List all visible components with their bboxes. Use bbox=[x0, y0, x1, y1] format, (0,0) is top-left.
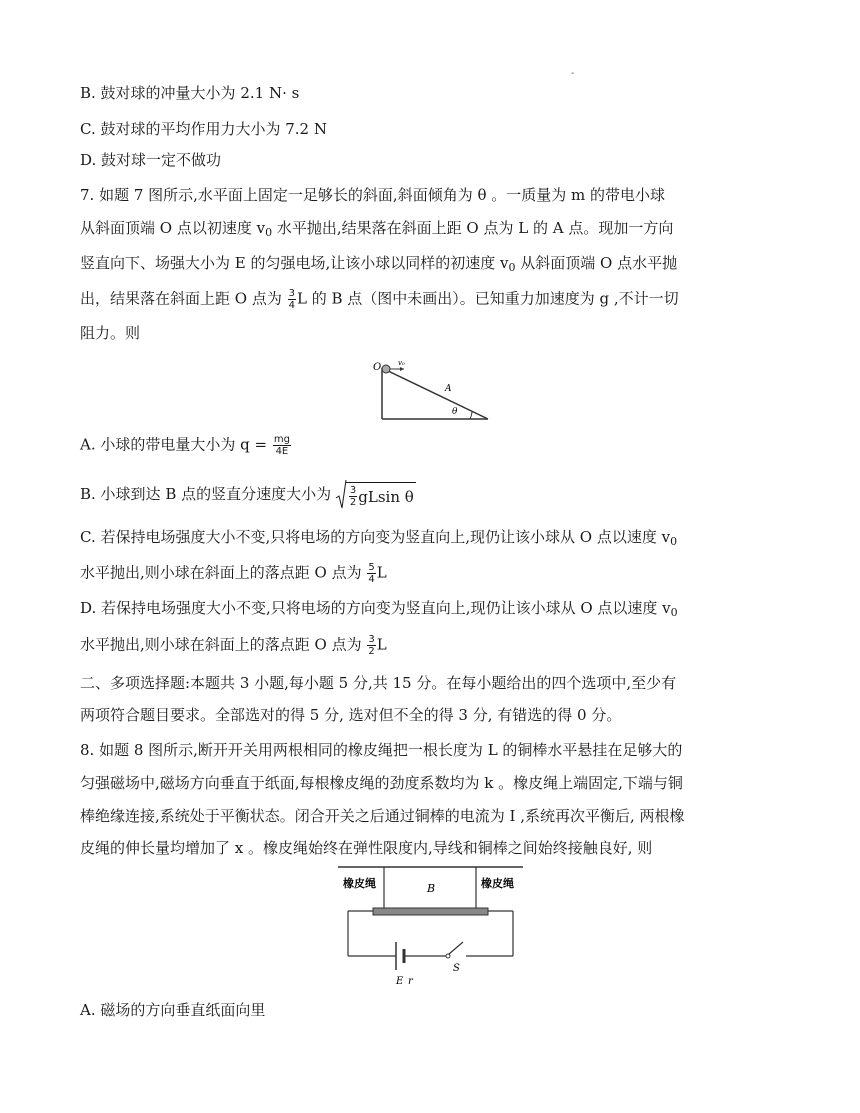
left-rubber-band-label: 橡皮绳 bbox=[343, 877, 376, 890]
right-rubber-band-label: 橡皮绳 bbox=[481, 877, 514, 890]
q6-option-d: D. 鼓对球一定不做功 bbox=[80, 151, 222, 169]
q7-line-1: 7. 如题 7 图所示,水平面上固定一足够长的斜面,斜面倾角为 θ 。一质量为 m 的带电小球 bbox=[80, 186, 666, 204]
page-mark: - bbox=[571, 68, 575, 79]
theta-label: θ bbox=[452, 407, 458, 417]
q8-option-a: A. 磁场的方向垂直纸面向里 bbox=[80, 1001, 266, 1019]
q7-option-c-line-2: 水平抛出,则小球在斜面上的落点距 O 点为 $\frac{5}{4}$ L bbox=[80, 562, 387, 585]
v0-label: v₀ bbox=[398, 359, 405, 367]
q8-line-2: 匀强磁场中,磁场方向垂直于纸面,每根橡皮绳的劲度系数均为 k 。橡皮绳上端固定,下端与铜 bbox=[80, 774, 683, 792]
b-field-label: B bbox=[427, 882, 436, 895]
q7-option-d-line-2: 水平抛出,则小球在斜面上的落点距 O 点为 $\frac{3}{2}$ L bbox=[80, 634, 387, 657]
switch-label: S bbox=[453, 963, 460, 974]
q6-option-c: C. 鼓对球的平均作用力大小为 7.2 N bbox=[80, 120, 327, 138]
q7-line-2: 从斜面顶端 O 点以初速度 $v_0$ 水平抛出,结果落在斜面上距 O 点为 L 的 A 点。现加一方向 bbox=[80, 219, 674, 239]
q7-line-4: 出，结果落在斜面上距 O 点为 $\frac{3}{4}$ L 的 B 点（图中未画出）。已知重力加速度为 g ,不计一切 bbox=[80, 288, 679, 311]
q8-line-4: 皮绳的伸长量均增加了 x 。橡皮绳始终在弹性限度内,导线和铜棒之间始终接触良好, 则 bbox=[80, 839, 653, 857]
q7-option-c-line-1: C. 若保持电场强度大小不变,只将电场的方向变为竖直向上,现仍让该小球从 O 点以速度 $v_0$ bbox=[80, 528, 678, 548]
q7-line-5: 阻力。则 bbox=[80, 324, 141, 342]
incline-figure bbox=[370, 358, 495, 423]
q6-option-b: B. 鼓对球的冲量大小为 2.1 N· s bbox=[80, 84, 300, 102]
point-o-label: O bbox=[373, 362, 382, 373]
q7-option-b: B. 小球到达 B 点的竖直分速度大小为 $\frac{3}{2}$ gLsin θ bbox=[80, 480, 416, 510]
section-2-line-1: 二、多项选择题:本题共 3 小题,每小题 5 分,共 15 分。在每小题给出的四个选项中,至少有 bbox=[80, 674, 677, 692]
rod-circuit-figure bbox=[338, 864, 528, 994]
q7-option-d-line-1: D. 若保持电场强度大小不变,只将电场的方向变为竖直向上,现仍让该小球从 O 点以速度 $v_0$ bbox=[80, 599, 678, 619]
point-a-label: A bbox=[445, 384, 452, 394]
section-2-line-2: 两项符合题目要求。全部选对的得 5 分, 选对但不全的得 3 分, 有错选的得 0 分。 bbox=[80, 706, 622, 724]
q8-line-3: 棒绝缘连接,系统处于平衡状态。闭合开关之后通过铜棒的电流为 I ,系统再次平衡后, 两根橡 bbox=[80, 807, 685, 825]
emf-label: E bbox=[396, 976, 404, 987]
resistance-label: r bbox=[408, 976, 413, 987]
q7-option-a: A. 小球的带电量大小为 q = $\frac{mg}{4E}$ bbox=[80, 434, 290, 457]
q8-line-1: 8. 如题 8 图所示,断开开关用两根相同的橡皮绳把一根长度为 L 的铜棒水平悬挂在足够大的 bbox=[80, 741, 683, 759]
q7-line-3: 竖直向下、场强大小为 E 的匀强电场,让该小球以同样的初速度 $v_0$ 从斜面顶端 O 点水平抛 bbox=[80, 254, 678, 274]
